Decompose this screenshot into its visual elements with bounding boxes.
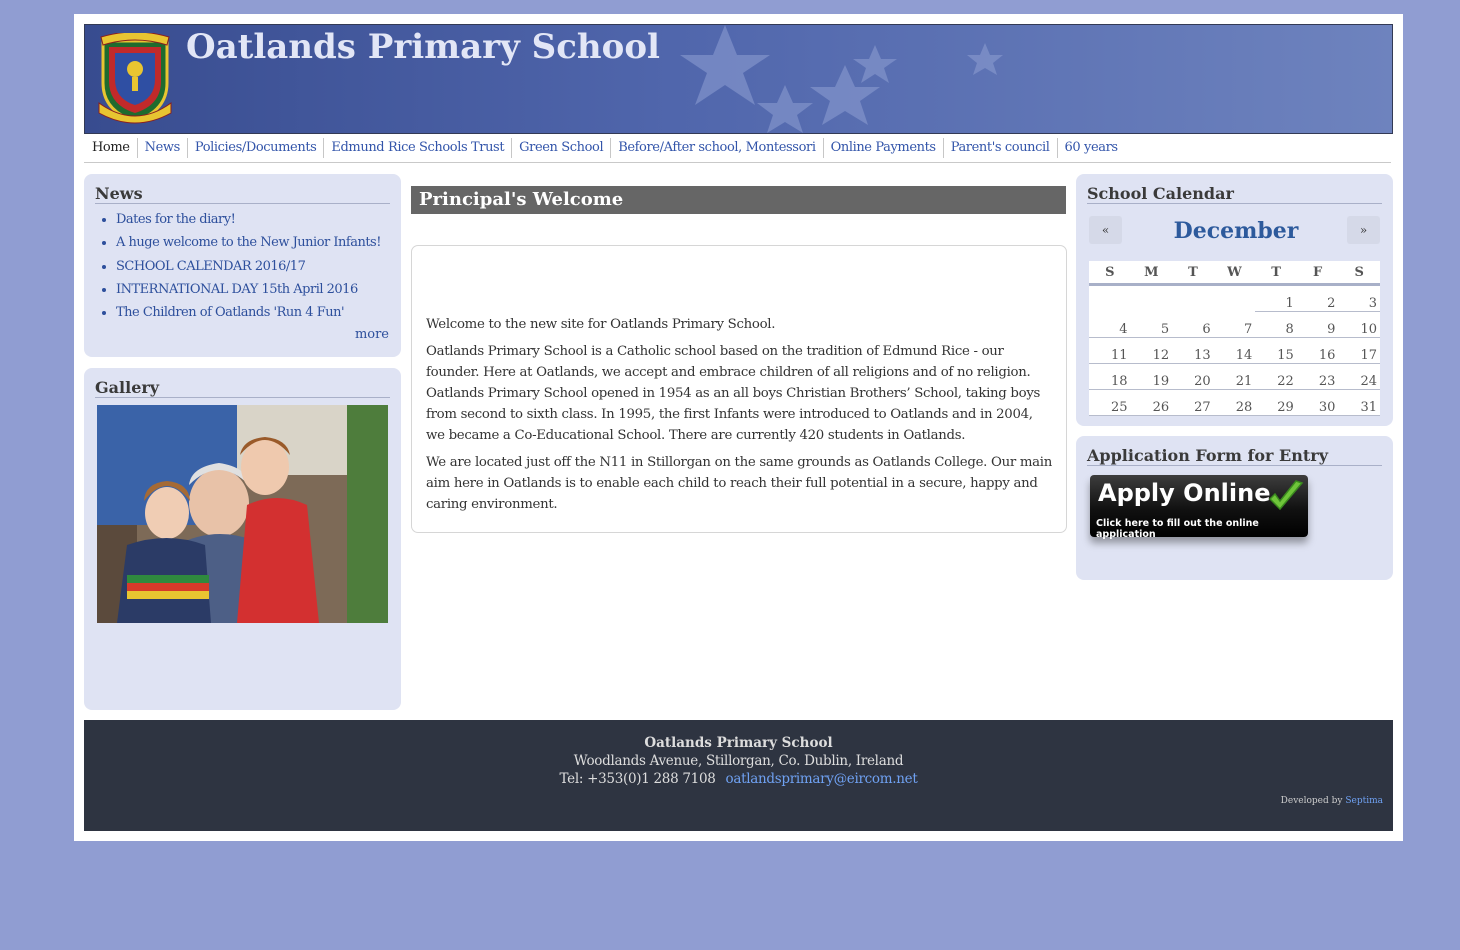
calendar-heading: School Calendar [1087, 184, 1382, 204]
nav-item-news[interactable]: News [137, 138, 187, 158]
news-item[interactable]: • The Children of Oatlands 'Run 4 Fun' [116, 303, 381, 326]
site-banner [84, 24, 1393, 134]
calendar-next-month-button[interactable]: » [1347, 216, 1380, 244]
news-item[interactable]: • A huge welcome to the New Junior Infants! [116, 233, 381, 256]
apply-online-subtitle: Click here to fill out the online application [1096, 518, 1259, 540]
nav-item-before-after-school[interactable]: Before/After school, Montessori [610, 138, 822, 158]
calendar-day[interactable]: 20 [1172, 364, 1214, 390]
calendar-day[interactable]: 22 [1255, 364, 1297, 390]
calendar-day[interactable]: 3 [1338, 285, 1380, 312]
calendar-day[interactable]: 26 [1131, 390, 1173, 416]
welcome-paragraph-3: We are located just off the N11 in Stillorgan on the same grounds as Oatlands College. Our main aim here in Oatlands is to enable each child to reach their full potential in a secure, happy and caring environment. [426, 455, 1052, 512]
calendar-day[interactable]: 23 [1297, 364, 1339, 390]
school-crest-logo[interactable] [95, 33, 175, 125]
gallery-heading: Gallery [95, 378, 390, 398]
footer-developer-link[interactable]: Septima [1345, 796, 1383, 806]
site-footer [84, 720, 1393, 831]
news-list [98, 210, 381, 326]
calendar-week-row [1089, 312, 1380, 338]
news-panel [84, 174, 401, 357]
calendar-day[interactable]: 10 [1338, 312, 1380, 338]
nav-item-online-payments[interactable]: Online Payments [823, 138, 943, 158]
calendar-week-row [1089, 390, 1380, 416]
calendar-day[interactable]: 12 [1131, 338, 1173, 364]
calendar-day[interactable]: 29 [1255, 390, 1297, 416]
nav-item-60-years[interactable]: 60 years [1057, 138, 1125, 158]
main-navigation [84, 134, 1391, 163]
calendar-empty-cell [1131, 285, 1173, 312]
nav-item-policies-documents[interactable]: Policies/Documents [187, 138, 324, 158]
calendar-day[interactable]: 14 [1214, 338, 1256, 364]
news-more-link[interactable]: more [354, 327, 389, 342]
calendar-grid [1089, 261, 1380, 416]
welcome-paragraph-1: Welcome to the new site for Oatlands Primary School. [426, 317, 776, 332]
calendar-day[interactable]: 30 [1297, 390, 1339, 416]
application-form-panel [1076, 436, 1393, 580]
calendar-day[interactable]: 21 [1214, 364, 1256, 390]
calendar-empty-cell [1214, 285, 1256, 312]
weekday-header: S [1338, 261, 1380, 285]
calendar-day[interactable]: 9 [1297, 312, 1339, 338]
weekday-header: S [1089, 261, 1131, 285]
footer-telephone: Tel: +353(0)1 288 7108 [559, 771, 716, 787]
nav-item-green-school[interactable]: Green School [511, 138, 610, 158]
calendar-day[interactable]: 7 [1214, 312, 1256, 338]
calendar-day[interactable]: 5 [1131, 312, 1173, 338]
calendar-day[interactable]: 2 [1297, 285, 1339, 312]
calendar-week-row [1089, 285, 1380, 312]
school-calendar-panel [1076, 174, 1393, 426]
principals-welcome-content [411, 245, 1067, 533]
calendar-prev-month-button[interactable]: « [1089, 216, 1122, 244]
calendar-day[interactable]: 18 [1089, 364, 1131, 390]
nav-item-home[interactable]: Home [92, 140, 130, 155]
weekday-header: T [1172, 261, 1214, 285]
weekday-header: W [1214, 261, 1256, 285]
calendar-day[interactable]: 31 [1338, 390, 1380, 416]
checkmark-icon [1266, 479, 1306, 515]
footer-developed-by-label: Developed by [1280, 796, 1343, 806]
apply-online-button[interactable] [1090, 475, 1308, 540]
nav-item-edmund-rice-schools-trust[interactable]: Edmund Rice Schools Trust [323, 138, 511, 158]
calendar-day[interactable]: 24 [1338, 364, 1380, 390]
gallery-panel [84, 368, 401, 710]
calendar-day[interactable]: 1 [1255, 285, 1297, 312]
application-heading: Application Form for Entry [1087, 446, 1382, 466]
calendar-days [1089, 285, 1380, 416]
gallery-photo[interactable] [97, 405, 388, 623]
calendar-week-row [1089, 364, 1380, 390]
calendar-day[interactable]: 6 [1172, 312, 1214, 338]
footer-address: Woodlands Avenue, Stillorgan, Co. Dublin, Ireland [573, 753, 904, 769]
calendar-day[interactable]: 4 [1089, 312, 1131, 338]
calendar-day[interactable]: 28 [1214, 390, 1256, 416]
calendar-day[interactable]: 11 [1089, 338, 1131, 364]
news-item[interactable]: • INTERNATIONAL DAY 15th April 2016 [116, 280, 381, 303]
news-heading: News [95, 184, 390, 204]
footer-school-name: Oatlands Primary School [644, 735, 833, 751]
calendar-month-title: December [1173, 218, 1299, 244]
weekday-header: M [1131, 261, 1173, 285]
news-item[interactable]: • SCHOOL CALENDAR 2016/17 [116, 257, 381, 280]
principals-welcome-heading: Principal's Welcome [411, 186, 1066, 214]
calendar-day[interactable]: 19 [1131, 364, 1173, 390]
nav-item-parents-council[interactable]: Parent's council [943, 138, 1057, 158]
calendar-day[interactable]: 25 [1089, 390, 1131, 416]
weekday-header: F [1297, 261, 1339, 285]
apply-online-title: Apply Online [1098, 479, 1271, 507]
site-title[interactable]: Oatlands Primary School [186, 27, 660, 67]
welcome-paragraph-2: Oatlands Primary School is a Catholic school based on the tradition of Edmund Rice - our founder. Here at Oatlands, we accept and embrace children of all religions and of no religion. Oatlands Primary School opened in 1954 as an all boys Christian Brothers’ School, taking boys from second to sixth class. In 1995, the first Infants were introduced to Oatlands and in 2004, we became a Co-Educational School. There are currently 420 students in Oatlands. [426, 344, 1041, 443]
calendar-day[interactable]: 16 [1297, 338, 1339, 364]
calendar-day[interactable]: 8 [1255, 312, 1297, 338]
footer-developer-credit [1281, 796, 1383, 806]
footer-email-link[interactable]: oatlandsprimary@eircom.net [725, 771, 918, 787]
calendar-week-row [1089, 338, 1380, 364]
weekday-header: T [1255, 261, 1297, 285]
page-container [74, 14, 1403, 841]
calendar-day[interactable]: 27 [1172, 390, 1214, 416]
calendar-empty-cell [1172, 285, 1214, 312]
calendar-day[interactable]: 13 [1172, 338, 1214, 364]
news-item[interactable]: • Dates for the diary! [116, 210, 381, 233]
calendar-day[interactable]: 17 [1338, 338, 1380, 364]
calendar-day[interactable]: 15 [1255, 338, 1297, 364]
footer-contact [84, 771, 1393, 787]
calendar-empty-cell [1089, 285, 1131, 312]
